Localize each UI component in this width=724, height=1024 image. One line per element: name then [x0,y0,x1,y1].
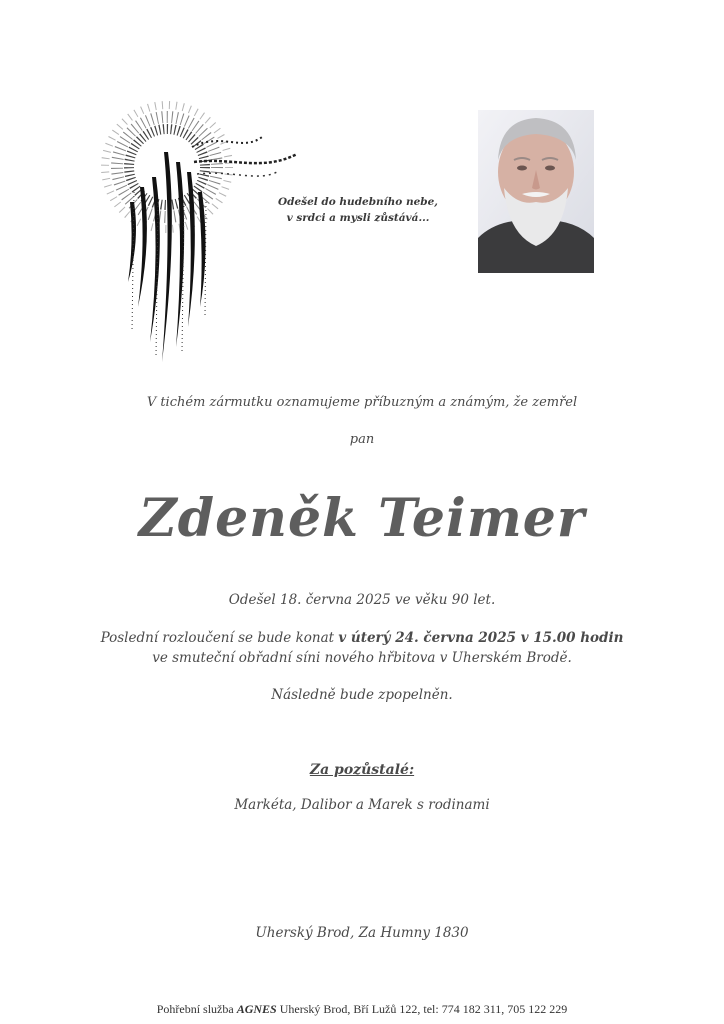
survivors-names: Markéta, Dalibor a Marek s rodinami [234,797,490,813]
footer-agency: AGNES [236,1002,277,1016]
farewell-line-1 [0,628,724,648]
address-text: Uherský Brod, Za Humny 1830 [255,925,469,941]
farewell-date: v úterý 24. června 2025 v 15.00 hodin [338,630,624,646]
death-date-text: Odešel 18. června 2025 ve věku 90 let. [228,592,496,608]
footer [0,1002,724,1017]
motto-line-1: Odešel do hudebního nebe, [278,196,438,208]
portrait-photo [478,110,594,273]
footer-details: Uherský Brod, Bří Lužů 122, tel: 774 182 311, 705 122 229 [279,1002,568,1016]
deceased-name: Zdeněk Teimer [138,488,586,549]
moon-grass-emblem-icon [72,92,308,372]
motto-line-2: v srdci a mysli zůstává... [286,212,430,224]
intro-text: V tichém zármutku oznamujeme příbuzným a známým, že zemřel [146,395,578,410]
farewell-text [0,628,724,668]
survivors-label: Za pozůstalé: [309,762,415,778]
farewell-place: ve smuteční obřadní síni nového hřbitova v Uherském Brodě. [152,650,572,666]
footer-prefix: Pohřební služba [156,1002,234,1016]
cremation-text: Následně bude zpopelněn. [271,687,453,703]
farewell-prefix: Poslední rozloučení se bude konat [100,630,335,646]
title-pan: pan [349,432,375,447]
motto [258,194,458,226]
